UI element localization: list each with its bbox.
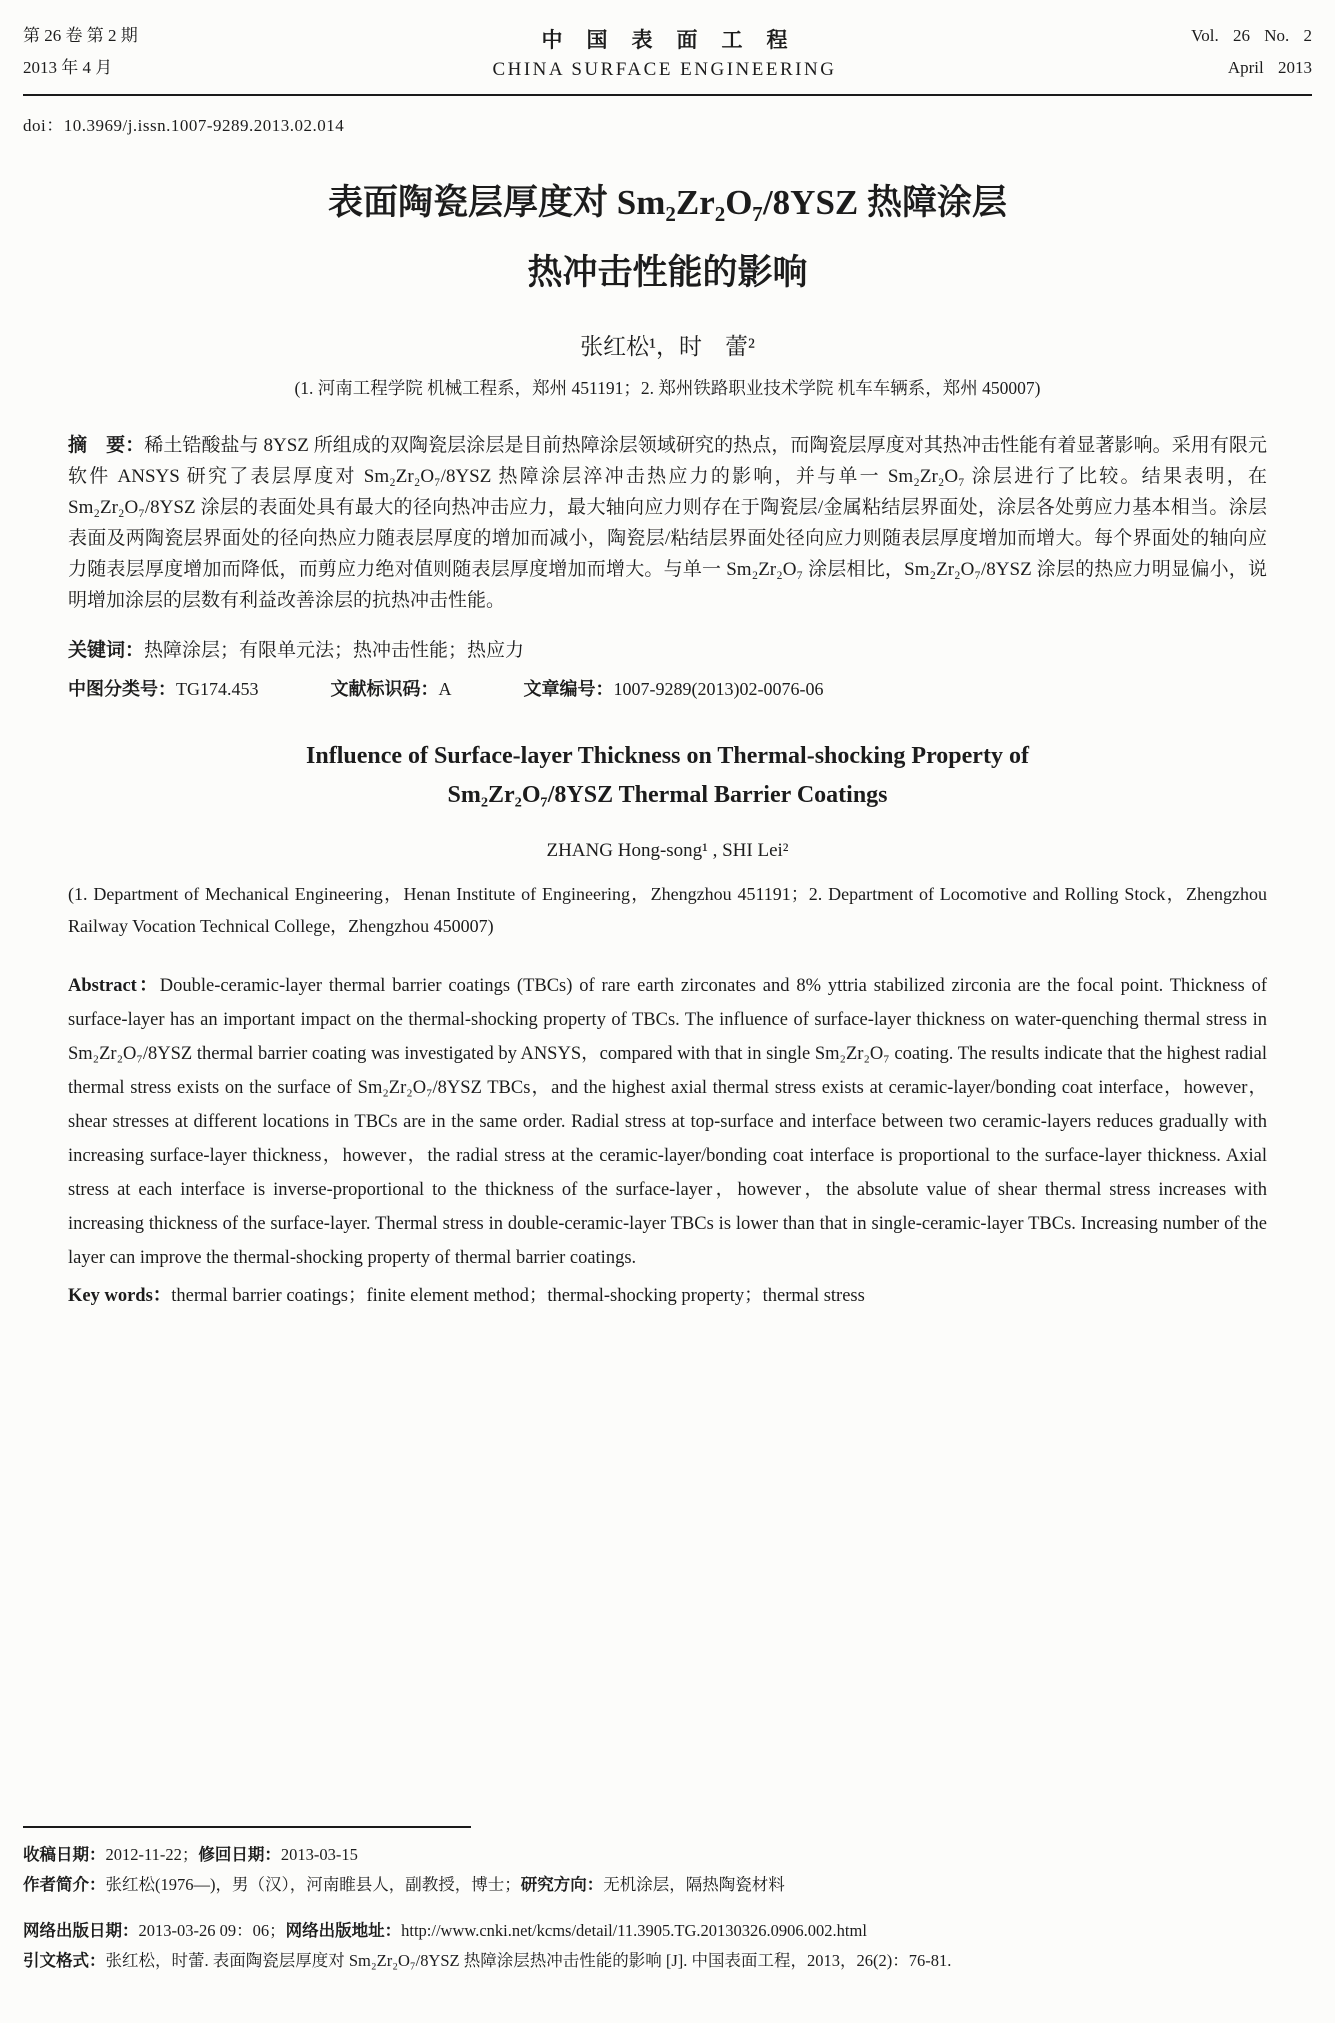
citation-text: 张红松，时蕾. 表面陶瓷层厚度对 Sm₂Zr₂O₇/8YSZ 热障涂层热冲击性能的影响 [J]. 中国表面工程，2013，26(2)：76-81. — [105, 1951, 952, 1971]
date-cn: 2013 年 4 月 — [23, 58, 113, 78]
date-en: April 2013 — [1227, 58, 1312, 78]
vol-no-en: Vol. 26 No. 2 — [1191, 26, 1312, 45]
clc-label: 中图分类号： — [68, 678, 176, 699]
abstract-en-label: Abstract： — [68, 975, 160, 996]
author-bio-text: 张红松(1976—)，男（汉），河南睢县人，副教授，博士； — [105, 1875, 521, 1895]
volume-issue-cn: 第 26 卷 第 2 期 — [23, 26, 138, 45]
author-bio-label: 作者简介： — [23, 1875, 106, 1895]
received-date: 2012-11-22； — [105, 1844, 199, 1864]
paper-title-en — [23, 737, 1312, 816]
footnote-citation — [23, 1946, 1312, 1977]
article-id — [524, 675, 824, 701]
paper-title-cn — [23, 168, 1312, 308]
classification-row — [68, 675, 1267, 701]
abstract-cn-text: 稀土锆酸盐与 8YSZ 所组成的双陶瓷层涂层是目前热障涂层领域研究的热点，而陶瓷层厚度对其热冲击性能有着显著影响。采用有限元软件 ANSYS 研究了表层厚度对 Sm₂Zr₂O₇/8YSZ 热障涂层淬冲击热应力的影响，并与单一 Sm₂Zr₂O₇ 涂层进行了比较。结果表明，在 Sm₂Zr₂O₇/8YSZ 涂层的表面处具有最大的径向热冲击应力，最大轴向应力则存在于陶瓷层/金属粘结层界面处，涂层各处剪应力基本相当。涂层表面及两陶瓷层界面处的径向热应力随表层厚度的增加而减小，陶瓷层/粘结层界面处径向应力则随表层厚度增加而增大。每个界面处的轴向应力随表层厚度增加而降低，而剪应力绝对值则随表层厚度增加而增大。与单一 Sm₂Zr₂O₇ 涂层相比，Sm₂Zr₂O₇/8YSZ 涂层的热应力明显偏小，说明增加涂层的层数有利益改善涂层的抗热冲击性能。 — [68, 434, 1267, 611]
article-id-label: 文章编号： — [523, 678, 614, 699]
revised-label: 修回日期： — [198, 1844, 281, 1864]
authors-cn: 张红松¹，时 蕾² — [580, 333, 755, 359]
received-label: 收稿日期： — [23, 1844, 106, 1864]
footnote-online-publish — [23, 1916, 1312, 1947]
keywords-en-text: thermal barrier coatings；finite element method；thermal-shocking property；thermal stress — [171, 1285, 865, 1306]
online-date-text: 2013-03-26 09：06； — [138, 1920, 286, 1940]
journal-title-block — [138, 24, 1191, 81]
affiliation-cn: (1. 河南工程学院 机械工程系，郑州 451191；2. 郑州铁路职业技术学院 机车车辆系，郑州 450007) — [294, 377, 1041, 398]
footnote-block — [23, 1826, 1312, 1977]
online-url-label: 网络出版地址： — [285, 1920, 402, 1940]
revised-date: 2013-03-15 — [280, 1844, 358, 1864]
abstract-en — [68, 969, 1267, 1275]
paper-title-cn-line1: 表面陶瓷层厚度对 Sm₂Zr₂O₇/8YSZ 热障涂层 — [327, 182, 1007, 222]
paper-title-en-line2: Sm₂Zr₂O₇/8YSZ Thermal Barrier Coatings — [447, 782, 888, 809]
keywords-cn-label: 关键词： — [68, 639, 145, 661]
abstract-cn — [68, 430, 1267, 616]
journal-title-en: CHINA SURFACE ENGINEERING — [492, 58, 837, 80]
footnote-rule — [23, 1826, 471, 1828]
paper-title-en-line1: Influence of Surface-layer Thickness on Thermal-shocking Property of — [306, 742, 1029, 769]
journal-header — [23, 20, 1312, 85]
article-id-value: 1007-9289(2013)02-0076-06 — [613, 678, 824, 699]
document-code — [331, 675, 452, 701]
clc-number — [68, 675, 259, 701]
paper-title-cn-line2: 热冲击性能的影响 — [527, 252, 808, 292]
keywords-cn-text: 热障涂层；有限单元法；热冲击性能；热应力 — [144, 639, 525, 661]
footnote-author-bio — [23, 1870, 1312, 1901]
online-date-label: 网络出版日期： — [23, 1920, 139, 1940]
keywords-cn — [68, 635, 1267, 666]
keywords-en-label: Key words： — [68, 1285, 172, 1306]
research-field-label: 研究方向： — [520, 1875, 604, 1895]
doi-line: doi：10.3969/j.issn.1007-9289.2013.02.014 — [23, 115, 345, 135]
footnote-received-revised — [23, 1840, 1312, 1871]
clc-value: TG174.453 — [176, 678, 259, 699]
citation-label: 引文格式： — [23, 1951, 106, 1971]
doc-code-label: 文献标识码： — [330, 678, 439, 699]
header-vol-no-en — [1191, 20, 1312, 85]
affiliation-en: (1. Department of Mechanical Engineering，Henan Institute of Engineering，Zhengzhou 451191；2. Department of Locomotive and Rolling Stock，Zhengzhou Railway Vocation Technical College，Zhengzhou 450007) — [68, 883, 1267, 937]
abstract-en-text: Double-ceramic-layer thermal barrier coatings (TBCs) of rare earth zirconates and 8% yttria stabilized zirconia are the focal point. Thickness of surface-layer has an important impact on the thermal-shocking property of TBCs. The influence of surface-layer thickness on water-quenching thermal stress in Sm₂Zr₂O₇/8YSZ thermal barrier coating was investigated by ANSYS，compared with that in single Sm₂Zr₂O₇ coating. The results indicate that the highest radial thermal stress exists on the surface of Sm₂Zr₂O₇/8YSZ TBCs，and the highest axial thermal stress exists at ceramic-layer/bonding coat interface，however，shear stresses at different locations in TBCs are in the same order. Radial stress at top-surface and interface between two ceramic-layers reduces gradually with increasing surface-layer thickness，however，the radial stress at the ceramic-layer/bonding coat interface is proportional to the surface-layer thickness. Axial stress at each interface is inverse-proportional to the thickness of the surface-layer，however，the absolute value of shear thermal stress increases with increasing thickness of the surface-layer. Thermal stress in double-ceramic-layer TBCs is lower than that in single-ceramic-layer TBCs. Increasing number of the layer can improve the thermal-shocking property of thermal barrier coatings. — [68, 975, 1268, 1268]
authors-en: ZHANG Hong-song¹ , SHI Lei² — [546, 839, 789, 861]
online-url-text: http://www.cnki.net/kcms/detail/11.3905.TG.20130326.0906.002.html — [401, 1920, 867, 1940]
research-field-text: 无机涂层，隔热陶瓷材料 — [603, 1875, 785, 1895]
keywords-en — [68, 1279, 1267, 1313]
header-rule — [23, 94, 1312, 96]
abstract-cn-label: 摘 要： — [68, 434, 145, 456]
header-volume-issue — [23, 20, 138, 85]
journal-title-cn: 中国表面工程 — [541, 27, 812, 52]
doc-code-value: A — [438, 678, 452, 699]
